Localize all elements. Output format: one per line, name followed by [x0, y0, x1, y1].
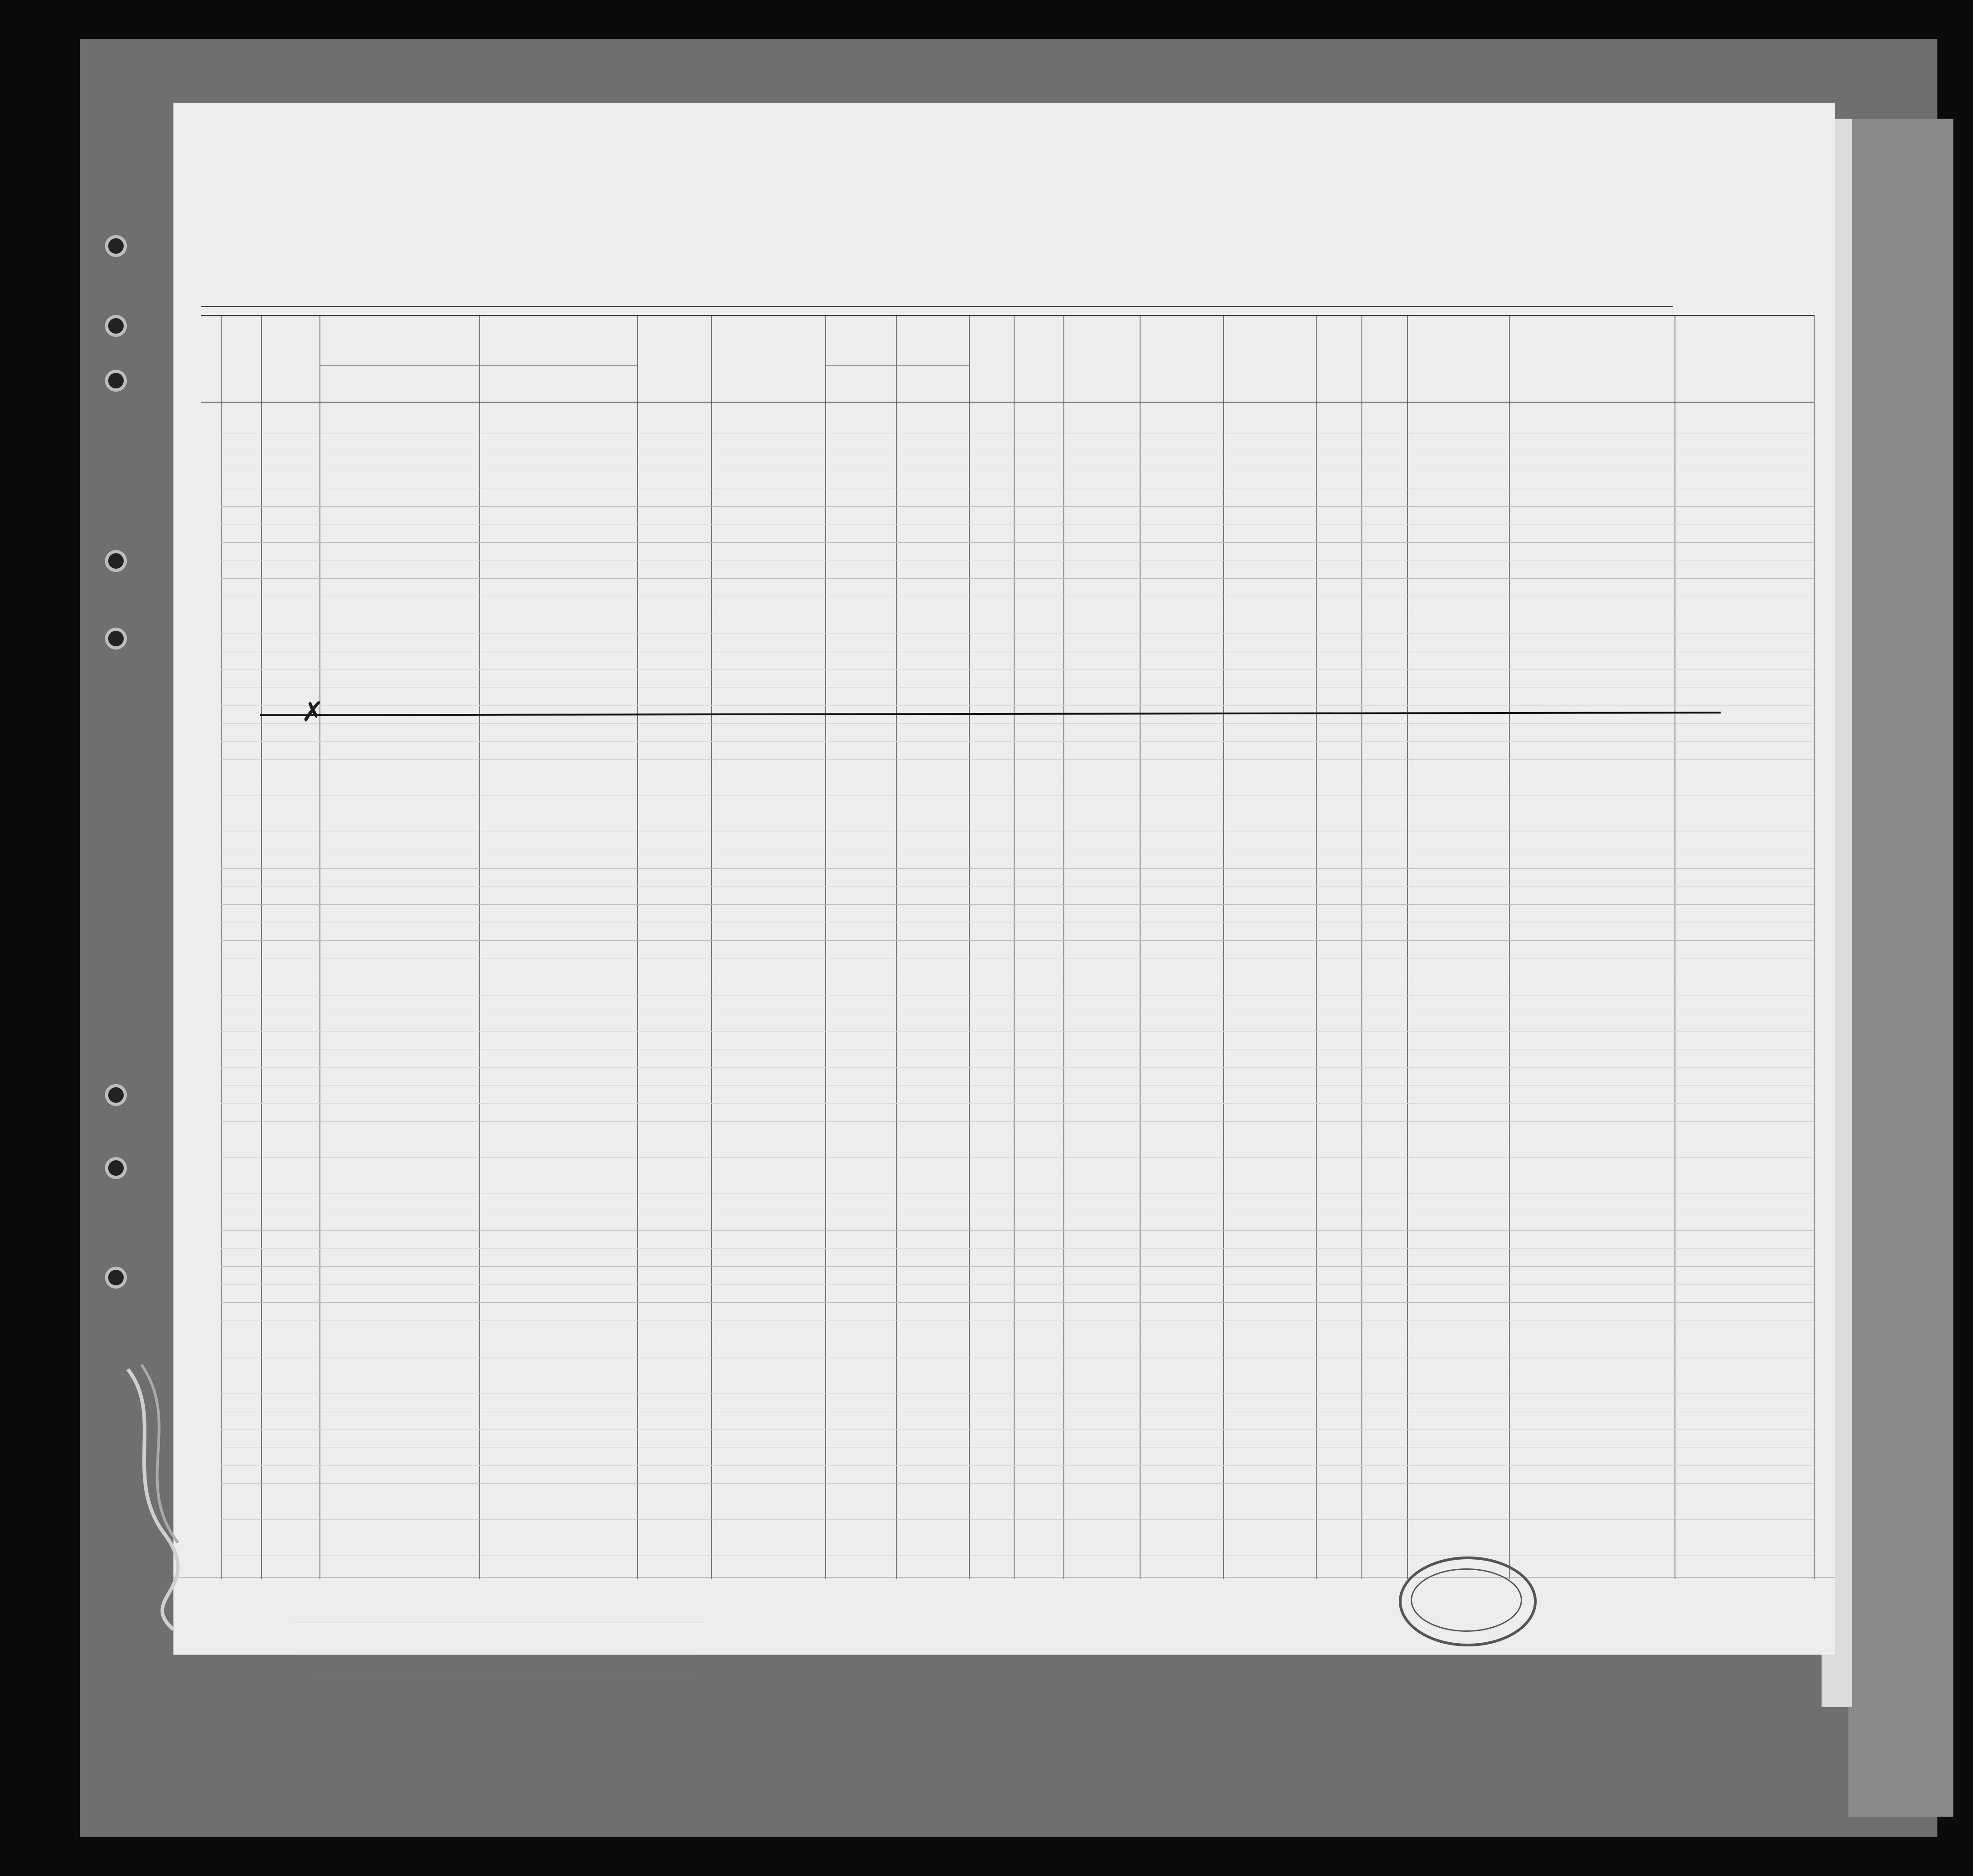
office-stamp	[1399, 1556, 1537, 1646]
row-rule	[221, 578, 1814, 579]
row-rule	[221, 904, 1814, 905]
row-subrule	[221, 633, 1814, 634]
row-rule	[221, 542, 1814, 543]
row-rule	[221, 1121, 1814, 1122]
row-rule	[221, 1230, 1814, 1231]
column-rule	[969, 315, 970, 1579]
column-rule	[261, 315, 262, 1579]
column-rule	[1223, 315, 1224, 1579]
row-subrule	[221, 524, 1814, 525]
row-subrule	[221, 741, 1814, 742]
column-rule	[1814, 315, 1815, 1579]
row-subrule	[221, 995, 1814, 996]
binder-hole	[105, 315, 127, 337]
column-rule	[479, 315, 480, 1579]
row-rule	[221, 940, 1814, 941]
binder-hole	[105, 1084, 127, 1106]
column-rule	[1014, 315, 1015, 1579]
binder-hole	[105, 370, 127, 392]
row-rule	[221, 868, 1814, 869]
group-rule	[825, 365, 969, 366]
row-subrule	[221, 669, 1814, 670]
row-subrule	[221, 1393, 1814, 1394]
column-rule	[319, 315, 320, 1579]
row-rule	[221, 506, 1814, 507]
column-rule	[711, 315, 712, 1579]
column-rule	[1509, 315, 1510, 1579]
manifest-sheet	[173, 103, 1835, 1655]
group-rule	[319, 365, 637, 366]
row-subrule	[221, 705, 1814, 706]
row-8-x-mark: ✗	[301, 696, 324, 728]
column-rule	[1361, 315, 1362, 1579]
row-subrule	[221, 1284, 1814, 1285]
header-rule	[201, 402, 1814, 403]
row-rule	[221, 1302, 1814, 1303]
binder-hole	[105, 1157, 127, 1179]
binder-hole	[105, 550, 127, 572]
row-subrule	[221, 1429, 1814, 1430]
binder-hole	[105, 628, 127, 650]
row-subrule	[221, 1465, 1814, 1466]
row-subrule	[221, 1067, 1814, 1068]
row-rule	[221, 1483, 1814, 1484]
row-subrule	[221, 1248, 1814, 1249]
row-subrule	[221, 1031, 1814, 1032]
column-rule	[1140, 315, 1141, 1579]
column-rule	[1063, 315, 1064, 1579]
binder-string	[110, 1360, 228, 1634]
column-rule	[825, 315, 826, 1579]
row-subrule	[221, 922, 1814, 923]
binder-hole	[105, 1267, 127, 1289]
row-rule	[221, 1266, 1814, 1267]
row-subrule	[221, 1103, 1814, 1104]
voyage-rule	[201, 306, 1673, 307]
binder-edge	[1848, 119, 1953, 1817]
binder-hole	[105, 235, 127, 257]
column-rule	[1407, 315, 1408, 1579]
column-rule	[637, 315, 638, 1579]
header-rule	[201, 315, 1814, 316]
column-rule	[1316, 315, 1317, 1579]
column-rule	[896, 315, 897, 1579]
row-subrule	[221, 886, 1814, 887]
